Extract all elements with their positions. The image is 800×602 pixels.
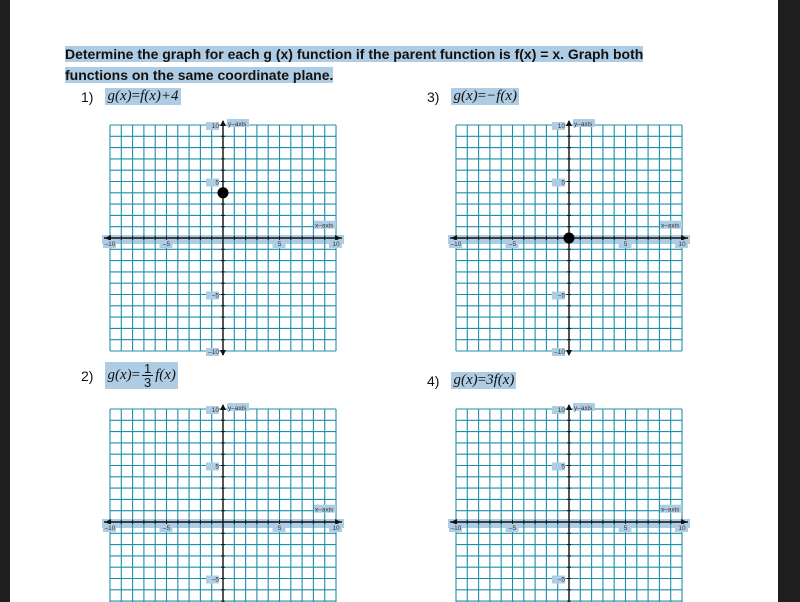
problem-3 <box>427 88 519 105</box>
problem-number: 3) <box>427 88 440 105</box>
problem-number: 1) <box>81 88 94 105</box>
problem-number: 2) <box>81 367 94 384</box>
tick-label-x-pos5: 5 <box>623 525 628 532</box>
tick-label-y-neg5: –5 <box>211 292 219 300</box>
equation-equals: = <box>477 88 487 104</box>
instructions-line-2: functions on the same coordinate plane. <box>65 67 334 83</box>
equation-rhs: 3f(x) <box>486 372 515 388</box>
tick-label-y-pos10: 10 <box>557 123 565 130</box>
x-axis-label: x–axis <box>315 506 334 514</box>
tick-label-y-pos5: 5 <box>215 179 219 187</box>
coordinate-grid-3[interactable] <box>444 118 694 358</box>
coordinate-grid-4[interactable] <box>444 402 694 602</box>
tick-label-x-pos5: 5 <box>277 241 282 248</box>
tick-label-x-neg10: –10 <box>104 241 116 248</box>
tick-label-y-pos5: 5 <box>561 179 565 187</box>
plotted-point <box>564 233 575 244</box>
tick-label-x-neg5: –5 <box>508 241 517 248</box>
equation-lhs: g(x) <box>107 88 132 104</box>
equation-lhs: g(x) <box>453 88 478 104</box>
tick-label-x-neg5: –5 <box>508 525 517 532</box>
fraction-numerator: 1 <box>143 361 152 376</box>
fraction <box>142 362 153 389</box>
problem-4 <box>427 372 516 389</box>
worksheet-page <box>10 0 778 602</box>
tick-label-y-neg5: –5 <box>557 292 565 300</box>
tick-label-y-pos10: 10 <box>211 123 219 130</box>
instructions <box>65 44 729 86</box>
tick-label-y-neg10: –10 <box>208 349 219 356</box>
y-axis-label: y–axis <box>228 121 247 128</box>
problem-equation <box>451 88 519 105</box>
y-axis-label: y–axis <box>574 121 593 128</box>
tick-label-x-pos10: 10 <box>332 525 340 532</box>
tick-label-x-pos5: 5 <box>623 241 628 248</box>
tick-label-y-neg5: –5 <box>211 576 219 584</box>
equation-rhs: f(x) <box>155 366 176 383</box>
equation-rhs: −f(x) <box>486 88 518 104</box>
problem-2 <box>81 362 178 389</box>
tick-label-x-pos10: 10 <box>678 525 686 532</box>
problem-equation <box>451 372 516 389</box>
tick-label-x-neg10: –10 <box>104 525 116 532</box>
equation-lhs: g(x) <box>453 372 478 388</box>
x-axis-label: x–axis <box>315 222 334 230</box>
tick-label-x-neg10: –10 <box>450 525 462 532</box>
equation-equals: = <box>477 372 487 388</box>
tick-label-x-pos5: 5 <box>277 525 282 532</box>
equation-lhs: g(x) <box>107 366 132 383</box>
tick-label-x-pos10: 10 <box>678 241 686 248</box>
fraction-denominator: 3 <box>143 375 152 390</box>
y-axis-label: y–axis <box>228 405 247 412</box>
tick-label-x-neg10: –10 <box>450 241 462 248</box>
x-axis-label: x–axis <box>661 222 680 230</box>
tick-label-x-pos10: 10 <box>332 241 340 248</box>
tick-label-x-neg5: –5 <box>162 241 171 248</box>
tick-label-y-pos5: 5 <box>215 463 219 471</box>
problem-1 <box>81 88 181 105</box>
y-axis-label: y–axis <box>574 405 593 412</box>
tick-label-y-neg10: –10 <box>554 349 565 356</box>
x-axis-label: x–axis <box>661 506 680 514</box>
plotted-point <box>218 187 229 198</box>
problem-number: 4) <box>427 372 440 389</box>
tick-label-x-neg5: –5 <box>162 525 171 532</box>
equation-rhs: f(x)+4 <box>140 88 179 104</box>
coordinate-grid-2[interactable] <box>98 402 348 602</box>
problem-equation <box>105 88 180 105</box>
tick-label-y-pos5: 5 <box>561 463 565 471</box>
problem-equation <box>105 362 177 389</box>
instructions-line-1: Determine the graph for each g (x) function if the parent function is f(x) = x. Graph both <box>65 46 644 62</box>
equation-equals: = <box>131 366 141 383</box>
tick-label-y-neg5: –5 <box>557 576 565 584</box>
equation-equals: = <box>131 88 141 104</box>
tick-label-y-pos10: 10 <box>211 407 219 414</box>
coordinate-grid-1[interactable] <box>98 118 348 358</box>
tick-label-y-pos10: 10 <box>557 407 565 414</box>
